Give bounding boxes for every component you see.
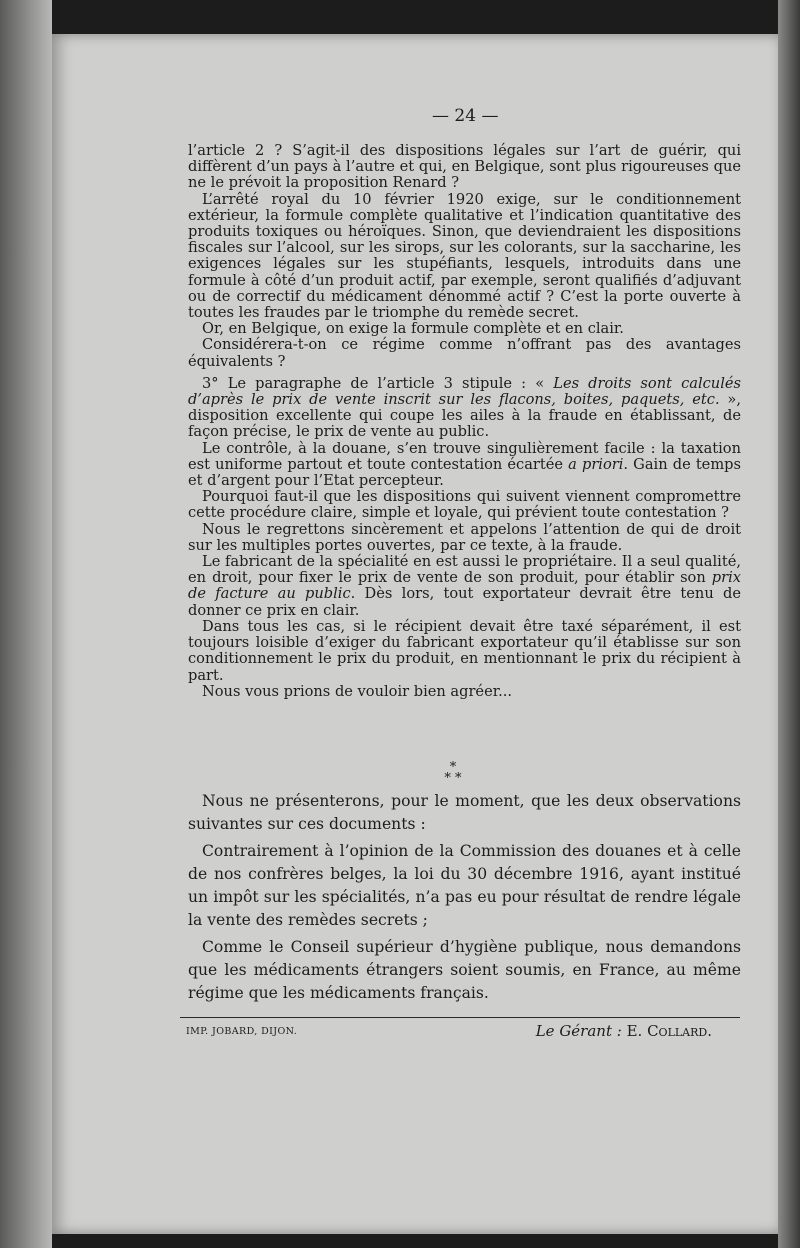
body-text-upper — [188, 143, 741, 700]
page-number: — 24 — — [432, 106, 499, 126]
paragraph: Pourquoi faut-il que les dispositions qui suivent viennent compromettre cette procédure claire, simple et loyale, qui prévient toute contestation ? — [188, 488, 741, 522]
page-edge-shadow — [778, 0, 800, 1248]
paragraph-fabricant: Le fabricant de la spécialité en est aussi le propriétaire. Il a seul qualité, en droit, pour fixer le prix de vente de son produit, pour établir son prix de facture au public. Dès lors, tout exportateur devrait être tenu de donner ce prix en clair. — [188, 553, 741, 619]
paragraph: Or, en Belgique, on exige la formule complète et en clair. — [202, 320, 624, 338]
paragraph-article-3: 3° Le paragraphe de l’article 3 stipule : « Les droits sont calculés d’après le prix de vente inscrit sur les flacons, boites, paquets, etc. », disposition excellente qui coupe les ailes à la fraude en établissant, de façon précise, le prix de vente au public. — [188, 374, 741, 441]
paragraph: Contrairement à l’opinion de la Commission des douanes et à celle de nos confrères belges, la loi du 30 décembre 1916, ayant institué un impôt sur les spécialités, n’a pas eu pour résultat de rendre légale la vente des remèdes secrets ; — [188, 842, 741, 929]
paragraph: Dans tous les cas, si le récipient devait être taxé séparément, il est toujours loisible d’exiger du fabricant exportateur qu’il établisse sur son conditionnement le prix du produit, en mentionnant le prix du récipient à part. — [188, 617, 741, 684]
paragraph: Considérera-t-on ce régime comme n’offrant pas des avantages équivalents ? — [188, 336, 741, 370]
paragraph-closing: Nous vous prions de vouloir bien agréer... — [202, 682, 512, 700]
printer-imprint: IMP. JOBARD, DIJON. — [186, 1026, 298, 1037]
paragraph: l’article 2 ? S’agit-il des dispositions légales sur l’art de guérir, qui diffèrent d’un pays à l’autre et qui, en Belgique, sont plus rigoureuses que ne le prévoit la proposition Renard ? — [188, 142, 741, 192]
paragraph: Nous le regrettons sincèrement et appelons l’attention de qui de droit sur les multiples portes ouvertes, par ce texte, à la fraude. — [188, 520, 741, 554]
book-spine-edge — [0, 0, 52, 1248]
body-text-lower — [188, 790, 741, 1009]
paragraph-controle: Le contrôle, à la douane, s’en trouve singulièrement facile : la taxation est uniforme partout et toute contestation écartée a priori. Gain de temps et d’argent pour l’Etat percepteur. — [188, 439, 741, 490]
paragraph: Nous ne présenterons, pour le moment, que les deux observations suivantes sur ces documents : — [188, 792, 741, 833]
asterism-separator: * * * — [444, 760, 462, 786]
italic-prix-de-facture: prix de facture au public — [188, 569, 741, 603]
footer-rule — [180, 1017, 740, 1018]
quoted-clause: Les droits sont calculés d’après le prix de vente inscrit sur les flacons, boites, paquets, etc. — [188, 374, 741, 409]
gerant-signature: Le Gérant : E. Collard. — [535, 1022, 712, 1040]
paragraph: L’arrêté royal du 10 février 1920 exige, sur le conditionnement extérieur, la formule complète qualitative et l’indication quantitative des produits toxiques ou héroïques. Sinon, que deviendraient les dispositions fiscales sur l’alcool, sur les sirops, sur les colorants, sur la saccharine, les exigences légales sur les stupéfiants, lesquels, introduits dans une formule à côté d’un produit actif, par exemple, seront qualifiés d’adjuvant ou de correctif du médicament dénommé actif ? C’est la porte ouverte à toutes les fraudes par le triomphe du remède secret. — [188, 190, 741, 322]
paragraph: Comme le Conseil supérieur d’hygiène publique, nous demandons que les médicaments étrangers soient soumis, en France, au même régime que les médicaments français. — [188, 938, 741, 1002]
italic-a-priori: a priori — [568, 455, 624, 473]
